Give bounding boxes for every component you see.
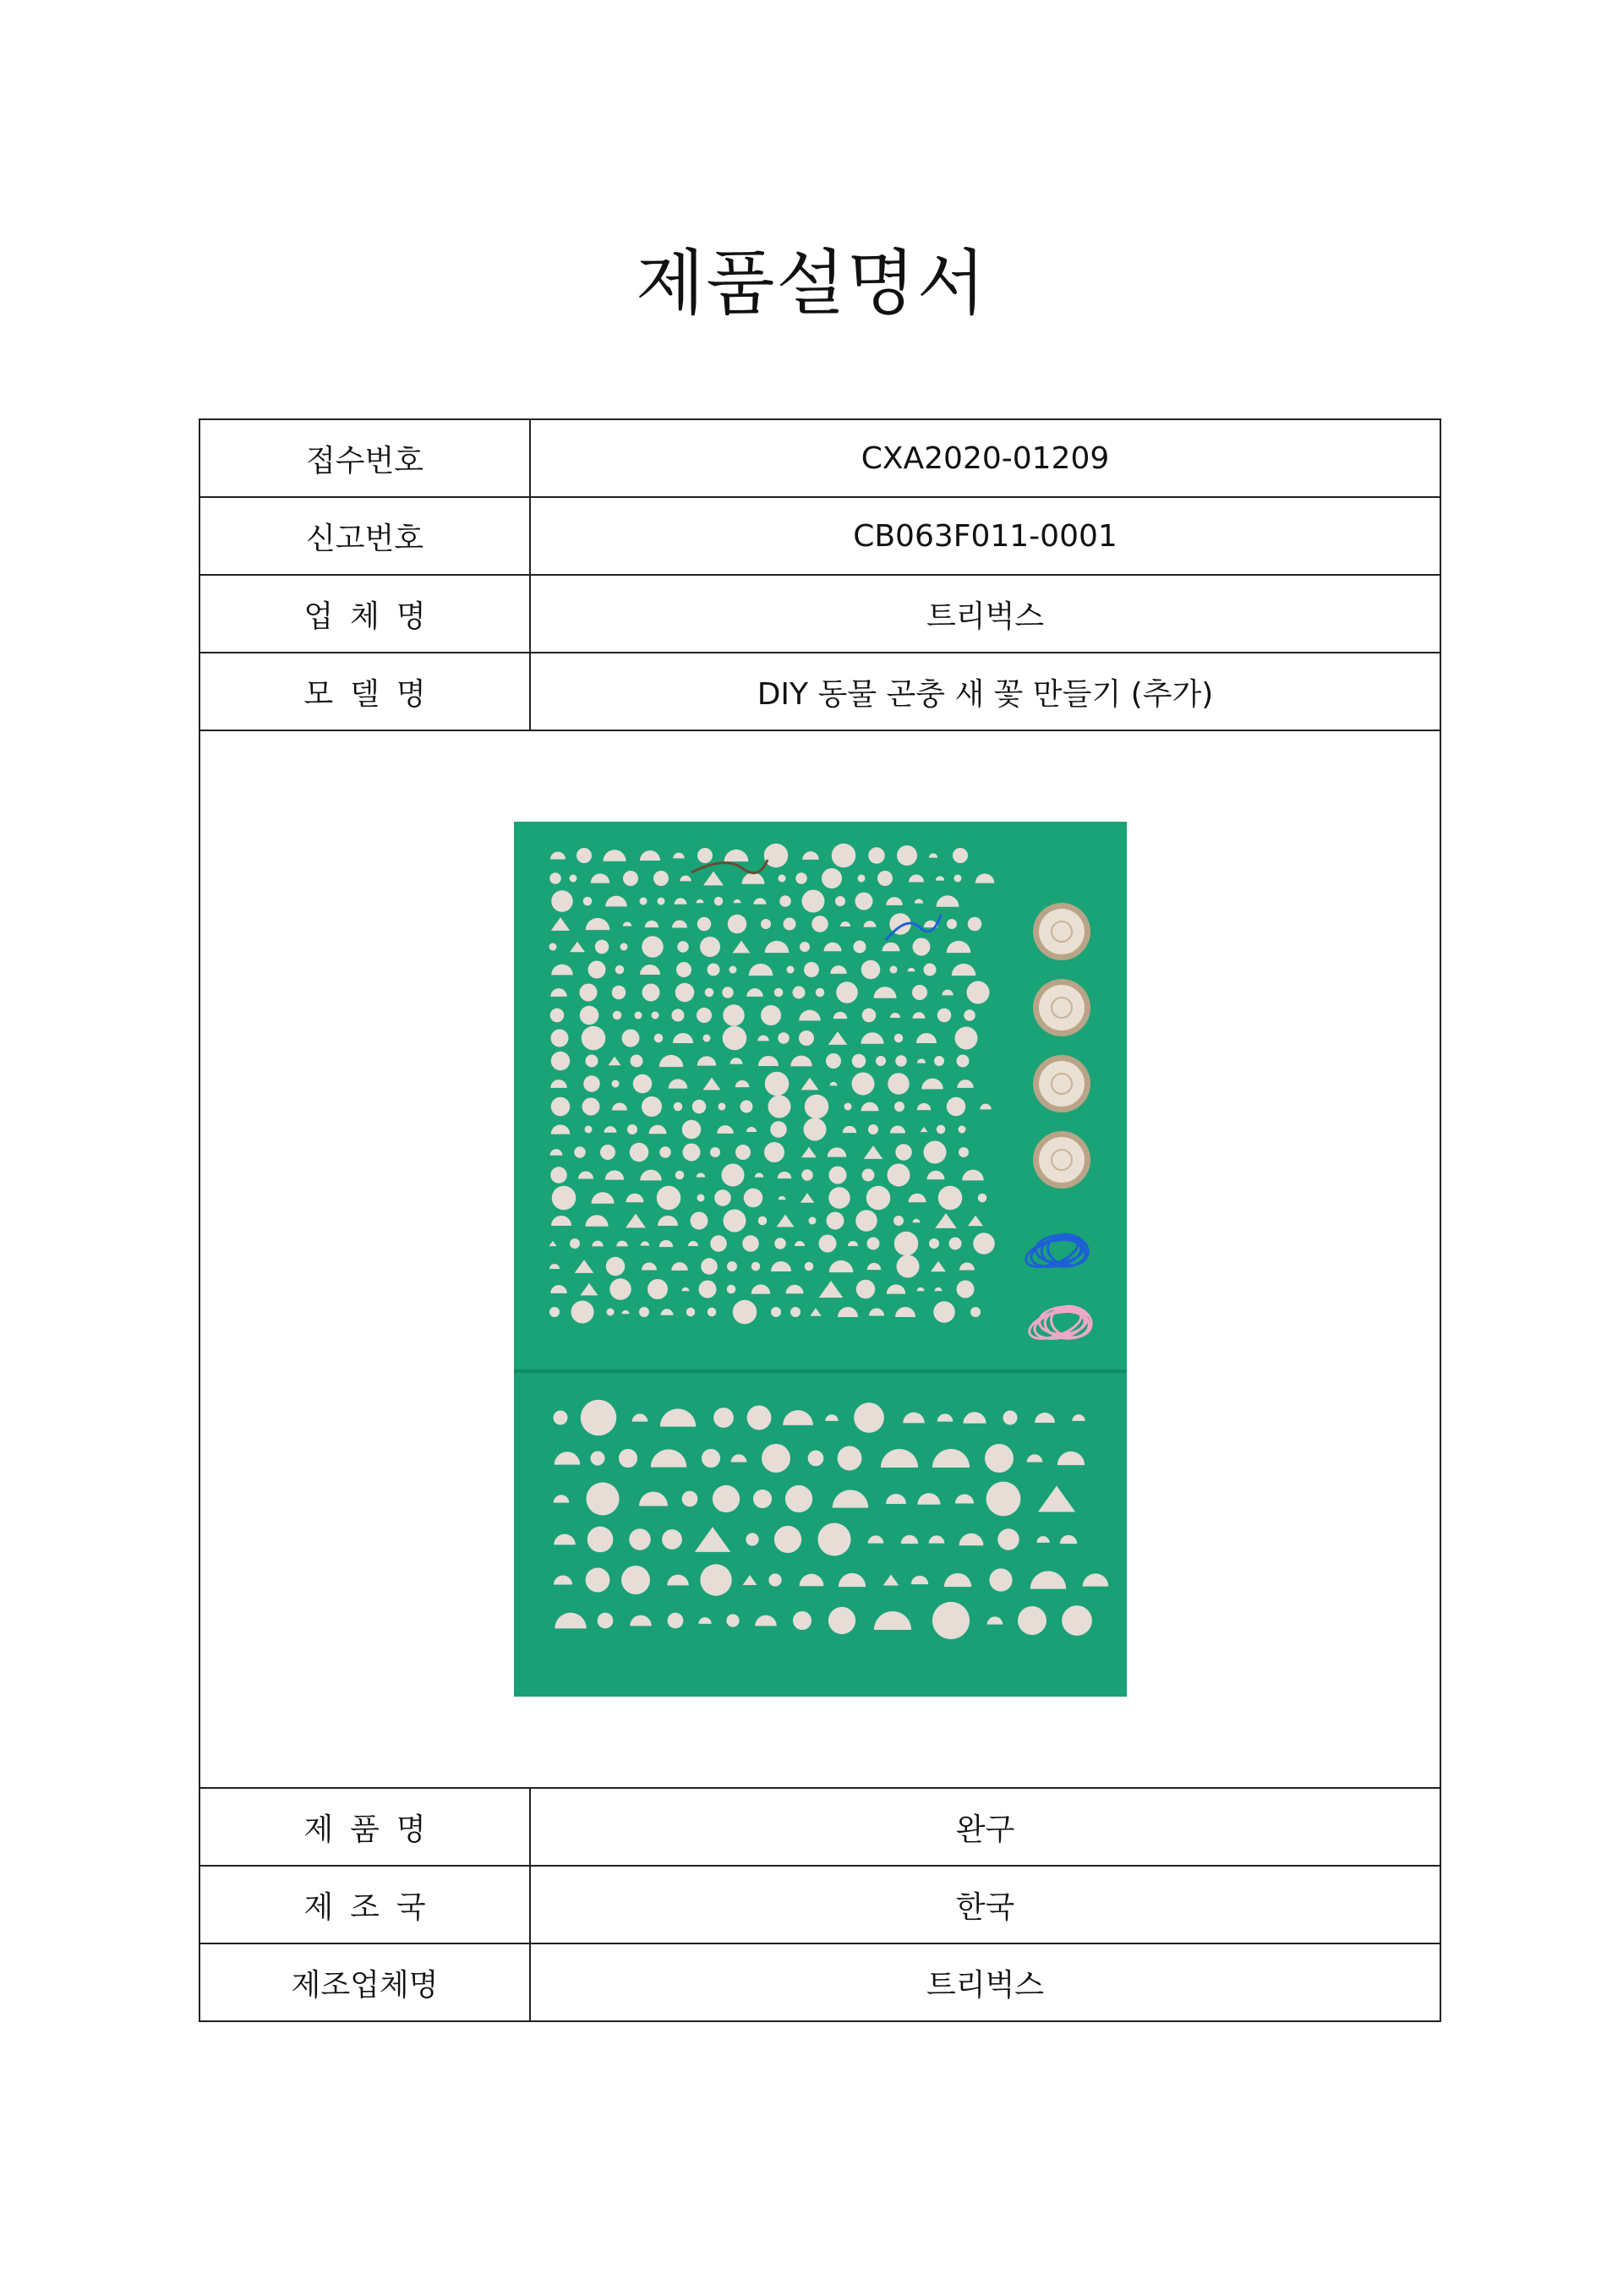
craft-piece bbox=[615, 965, 624, 975]
craft-piece bbox=[815, 988, 824, 998]
craft-piece bbox=[632, 1074, 652, 1094]
craft-piece bbox=[551, 890, 573, 912]
craft-piece bbox=[713, 897, 723, 906]
label-report-number: 신고번호 bbox=[199, 497, 530, 575]
craft-piece bbox=[583, 1075, 600, 1092]
craft-piece bbox=[933, 1301, 955, 1323]
craft-piece bbox=[691, 1100, 706, 1114]
craft-piece bbox=[851, 1054, 866, 1069]
craft-piece bbox=[600, 1145, 615, 1160]
craft-piece bbox=[722, 1026, 746, 1051]
craft-piece bbox=[932, 1602, 969, 1639]
craft-piece bbox=[778, 1032, 790, 1044]
craft-piece bbox=[727, 915, 746, 934]
craft-piece bbox=[606, 1309, 614, 1316]
craft-piece bbox=[764, 1072, 789, 1096]
craft-piece bbox=[550, 1167, 567, 1184]
craft-piece bbox=[964, 1009, 975, 1021]
craft-piece bbox=[577, 848, 592, 863]
craft-piece bbox=[681, 1120, 701, 1140]
craft-piece bbox=[953, 848, 968, 863]
craft-piece bbox=[966, 981, 989, 1004]
craft-piece bbox=[762, 1444, 790, 1473]
craft-piece bbox=[896, 1255, 919, 1278]
craft-piece bbox=[828, 1187, 850, 1209]
craft-piece bbox=[550, 1052, 570, 1071]
craft-piece bbox=[893, 1216, 904, 1226]
craft-piece bbox=[923, 1141, 946, 1164]
craft-piece bbox=[718, 1103, 725, 1111]
craft-piece bbox=[783, 918, 795, 931]
craft-piece bbox=[804, 1095, 828, 1119]
craft-piece bbox=[580, 1400, 616, 1436]
craft-piece bbox=[761, 919, 771, 929]
craft-piece bbox=[956, 1281, 974, 1298]
craft-piece bbox=[621, 1030, 639, 1047]
craft-piece bbox=[751, 1262, 760, 1271]
wood-slice bbox=[1039, 909, 1085, 954]
craft-piece bbox=[989, 1568, 1012, 1591]
craft-piece bbox=[594, 940, 609, 954]
craft-piece bbox=[714, 1189, 731, 1206]
craft-piece bbox=[621, 1566, 650, 1594]
craft-piece bbox=[861, 1169, 874, 1182]
craft-piece bbox=[997, 1528, 1019, 1550]
craft-piece bbox=[629, 1528, 651, 1550]
wood-slice bbox=[1039, 1137, 1085, 1183]
label-company-name: 업체명 bbox=[199, 575, 530, 653]
craft-piece bbox=[855, 1280, 875, 1299]
craft-piece bbox=[574, 1146, 586, 1158]
craft-piece bbox=[771, 1307, 781, 1317]
craft-piece bbox=[662, 1529, 682, 1550]
craft-piece bbox=[697, 1008, 712, 1023]
craft-piece bbox=[698, 1281, 716, 1298]
craft-piece bbox=[773, 1526, 801, 1553]
craft-piece bbox=[697, 917, 711, 932]
craft-piece bbox=[651, 1012, 658, 1020]
craft-piece bbox=[929, 1238, 939, 1249]
craft-piece bbox=[812, 916, 828, 932]
craft-piece bbox=[790, 1307, 801, 1317]
craft-piece bbox=[912, 985, 927, 1000]
craft-piece bbox=[579, 1006, 598, 1025]
craft-piece bbox=[659, 1146, 671, 1158]
craft-piece bbox=[770, 1121, 787, 1138]
craft-piece bbox=[795, 872, 807, 884]
craft-piece bbox=[752, 1490, 771, 1508]
craft-piece bbox=[897, 845, 917, 866]
table-row-manufacturer bbox=[199, 1943, 1440, 2021]
craft-piece bbox=[1018, 1606, 1046, 1635]
table-row-product-name bbox=[199, 1788, 1440, 1866]
craft-piece bbox=[553, 1411, 567, 1425]
craft-piece bbox=[634, 1012, 642, 1020]
craft-piece bbox=[746, 1406, 771, 1430]
craft-piece bbox=[818, 1235, 836, 1253]
craft-piece bbox=[855, 893, 872, 910]
craft-piece bbox=[934, 1056, 944, 1066]
craft-piece bbox=[866, 1186, 890, 1211]
craft-piece bbox=[808, 1217, 816, 1225]
craft-piece bbox=[701, 1258, 718, 1275]
craft-piece bbox=[569, 875, 577, 883]
craft-piece bbox=[946, 1097, 965, 1117]
craft-piece bbox=[956, 1055, 969, 1068]
craft-piece bbox=[826, 1212, 844, 1230]
label-reception-number: 접수번호 bbox=[199, 419, 530, 497]
craft-piece bbox=[887, 1164, 910, 1187]
craft-piece bbox=[707, 964, 719, 976]
craft-piece bbox=[585, 1568, 609, 1593]
craft-piece bbox=[582, 1098, 599, 1116]
craft-piece bbox=[779, 895, 791, 907]
craft-piece bbox=[586, 1482, 619, 1515]
craft-piece bbox=[877, 871, 893, 886]
craft-piece bbox=[761, 1005, 781, 1025]
craft-piece bbox=[549, 1307, 560, 1317]
craft-piece bbox=[803, 1118, 826, 1141]
label-country: 제조국 bbox=[199, 1866, 530, 1943]
value-model-name: DIY 동물 곤충 새 꽃 만들기 (추가) bbox=[530, 653, 1440, 730]
craft-piece bbox=[721, 1164, 744, 1187]
craft-piece bbox=[550, 1030, 568, 1047]
craft-piece bbox=[746, 1533, 758, 1545]
craft-piece bbox=[958, 1126, 965, 1134]
craft-piece bbox=[579, 984, 597, 1002]
craft-piece bbox=[799, 1030, 814, 1046]
craft-piece bbox=[947, 919, 957, 929]
craft-piece bbox=[702, 1035, 710, 1042]
craft-piece bbox=[584, 1126, 592, 1134]
craft-piece bbox=[582, 897, 592, 906]
craft-piece bbox=[712, 1485, 739, 1512]
craft-piece bbox=[609, 1278, 631, 1300]
craft-piece bbox=[1062, 1605, 1092, 1636]
craft-piece bbox=[700, 937, 720, 957]
craft-piece bbox=[605, 1257, 625, 1276]
craft-piece bbox=[876, 1056, 886, 1066]
craft-piece bbox=[676, 962, 691, 977]
craft-piece bbox=[642, 984, 659, 1002]
craft-piece bbox=[851, 1073, 874, 1096]
craft-piece bbox=[954, 875, 961, 883]
craft-piece bbox=[627, 1124, 637, 1134]
craft-piece bbox=[686, 1308, 695, 1317]
craft-piece bbox=[973, 1233, 995, 1255]
craft-piece bbox=[671, 1009, 684, 1022]
craft-piece bbox=[690, 1212, 708, 1230]
craft-piece bbox=[701, 1449, 719, 1468]
label-model-name: 모델명 bbox=[199, 653, 530, 730]
craft-piece bbox=[675, 1171, 684, 1180]
craft-piece bbox=[677, 941, 689, 953]
craft-piece bbox=[970, 1307, 981, 1317]
craft-piece bbox=[868, 847, 885, 864]
craft-piece bbox=[597, 1613, 613, 1629]
craft-piece bbox=[742, 1235, 759, 1252]
craft-piece bbox=[857, 875, 865, 883]
photo-seam bbox=[514, 1369, 1127, 1373]
craft-piece bbox=[681, 1491, 697, 1507]
craft-piece bbox=[642, 1096, 662, 1117]
craft-piece bbox=[551, 1186, 576, 1211]
value-reception-number: CXA2020-01209 bbox=[530, 419, 1440, 497]
craft-piece bbox=[861, 1009, 876, 1023]
craft-piece bbox=[889, 966, 897, 974]
craft-piece bbox=[729, 966, 736, 974]
table-row-report-number bbox=[199, 497, 1440, 575]
craft-piece bbox=[653, 871, 669, 886]
craft-piece bbox=[722, 987, 734, 998]
craft-piece bbox=[713, 1408, 734, 1428]
craft-piece bbox=[611, 1080, 619, 1088]
craft-piece bbox=[837, 1446, 861, 1471]
product-photo-cell bbox=[199, 730, 1440, 1788]
craft-piece bbox=[985, 1444, 1014, 1473]
craft-piece bbox=[675, 983, 694, 1003]
craft-piece bbox=[912, 938, 930, 956]
craft-piece bbox=[801, 890, 824, 913]
craft-piece bbox=[778, 875, 785, 883]
craft-piece bbox=[629, 1143, 648, 1162]
craft-piece bbox=[618, 1449, 637, 1468]
craft-piece bbox=[817, 1522, 850, 1555]
craft-piece bbox=[868, 1124, 878, 1134]
craft-piece bbox=[639, 1307, 649, 1317]
craft-piece bbox=[620, 943, 627, 951]
craft-piece bbox=[630, 1055, 642, 1068]
craft-piece bbox=[774, 1238, 786, 1249]
table-row-model-name bbox=[199, 653, 1440, 730]
value-report-number: CB063F011-0001 bbox=[530, 497, 1440, 575]
craft-piece bbox=[893, 1034, 903, 1043]
craft-piece bbox=[792, 1611, 811, 1630]
craft-piece bbox=[828, 1607, 855, 1634]
craft-piece bbox=[807, 1451, 823, 1467]
craft-piece bbox=[831, 844, 855, 868]
craft-piece bbox=[861, 960, 880, 980]
craft-piece bbox=[723, 1004, 745, 1026]
craft-piece bbox=[936, 1125, 945, 1134]
craft-piece bbox=[667, 1613, 683, 1629]
craft-piece bbox=[822, 868, 842, 888]
craft-piece bbox=[740, 1101, 752, 1113]
craft-piece bbox=[723, 1210, 746, 1233]
craft-piece bbox=[697, 848, 713, 863]
craft-piece bbox=[763, 844, 788, 868]
craft-piece bbox=[623, 871, 638, 886]
craft-piece bbox=[792, 987, 805, 999]
product-photo bbox=[514, 822, 1127, 1697]
craft-piece bbox=[835, 896, 845, 906]
craft-piece bbox=[895, 1144, 912, 1161]
craft-piece bbox=[986, 1482, 1020, 1517]
craft-piece bbox=[710, 1147, 720, 1157]
craft-piece bbox=[804, 962, 819, 977]
craft-piece bbox=[571, 1301, 593, 1324]
craft-piece bbox=[855, 1210, 877, 1232]
craft-piece bbox=[642, 936, 664, 958]
craft-piece bbox=[585, 1055, 598, 1068]
craft-piece bbox=[697, 1194, 704, 1202]
craft-piece bbox=[732, 1300, 757, 1325]
craft-piece bbox=[895, 1055, 907, 1067]
craft-piece bbox=[800, 942, 810, 952]
craft-piece bbox=[967, 917, 981, 932]
craft-piece bbox=[804, 1262, 813, 1271]
craft-piece bbox=[1003, 1411, 1017, 1425]
craft-piece bbox=[700, 1564, 731, 1595]
craft-piece bbox=[844, 1103, 851, 1111]
craft-piece bbox=[587, 961, 605, 979]
craft-piece bbox=[866, 1238, 879, 1250]
craft-piece bbox=[853, 941, 866, 954]
craft-piece bbox=[587, 1527, 613, 1553]
craft-piece bbox=[786, 966, 794, 974]
craft-piece bbox=[648, 1279, 668, 1299]
craft-piece bbox=[854, 1402, 884, 1433]
craft-piece bbox=[549, 872, 561, 884]
craft-piece bbox=[735, 1145, 751, 1160]
craft-piece bbox=[590, 1451, 604, 1466]
craft-piece bbox=[937, 1186, 962, 1211]
craft-piece bbox=[550, 1097, 570, 1117]
table-row-country bbox=[199, 1866, 1440, 1943]
wood-slice bbox=[1039, 985, 1085, 1030]
craft-piece bbox=[923, 964, 936, 976]
craft-piece bbox=[726, 1614, 739, 1626]
table-row-reception-number bbox=[199, 419, 1440, 497]
craft-piece bbox=[893, 1232, 918, 1256]
label-product-name: 제품명 bbox=[199, 1788, 530, 1866]
label-manufacturer: 제조업체명 bbox=[199, 1943, 530, 2021]
craft-piece bbox=[828, 1167, 846, 1184]
craft-piece bbox=[704, 988, 713, 998]
craft-piece bbox=[768, 1096, 790, 1118]
table-row-product-photo bbox=[199, 730, 1440, 1788]
table-row-company-name bbox=[199, 575, 1440, 653]
craft-piece bbox=[726, 1285, 735, 1294]
craft-piece bbox=[768, 1573, 781, 1586]
craft-piece bbox=[581, 1026, 605, 1051]
wood-slice bbox=[1039, 1061, 1085, 1107]
craft-piece bbox=[612, 1011, 621, 1020]
craft-piece bbox=[707, 1308, 716, 1317]
craft-piece bbox=[549, 943, 556, 951]
craft-piece bbox=[657, 898, 664, 905]
craft-piece bbox=[639, 898, 647, 905]
craft-piece bbox=[570, 1238, 580, 1249]
value-manufacturer: 트리벅스 bbox=[530, 1943, 1440, 2021]
product-photo-image bbox=[514, 822, 1127, 1697]
value-company-name: 트리벅스 bbox=[530, 575, 1440, 653]
craft-piece bbox=[682, 1144, 700, 1162]
craft-piece bbox=[764, 1142, 784, 1162]
craft-piece bbox=[977, 1194, 986, 1203]
document-title: 제품설명서 bbox=[636, 242, 987, 325]
craft-piece bbox=[801, 1169, 813, 1181]
craft-piece bbox=[743, 1189, 762, 1208]
craft-piece bbox=[653, 1034, 663, 1043]
craft-piece bbox=[954, 1027, 977, 1050]
craft-piece bbox=[784, 1485, 812, 1512]
craft-piece bbox=[826, 1053, 841, 1069]
craft-piece bbox=[773, 988, 783, 998]
craft-piece bbox=[937, 1009, 951, 1023]
craft-piece bbox=[959, 1147, 969, 1157]
craft-piece bbox=[888, 1073, 910, 1095]
craft-piece bbox=[836, 981, 858, 1003]
craft-piece bbox=[673, 1102, 682, 1112]
craft-piece bbox=[611, 986, 626, 1000]
craft-piece bbox=[727, 1261, 737, 1271]
craft-piece bbox=[894, 1102, 904, 1112]
craft-piece bbox=[948, 1238, 961, 1250]
craft-piece bbox=[757, 1216, 767, 1226]
value-product-name: 완구 bbox=[530, 1788, 1440, 1866]
craft-piece bbox=[549, 1009, 564, 1023]
craft-piece bbox=[656, 1186, 680, 1211]
product-info-table bbox=[199, 418, 1441, 2022]
craft-piece bbox=[710, 1235, 727, 1252]
value-country: 한국 bbox=[530, 1866, 1440, 1943]
